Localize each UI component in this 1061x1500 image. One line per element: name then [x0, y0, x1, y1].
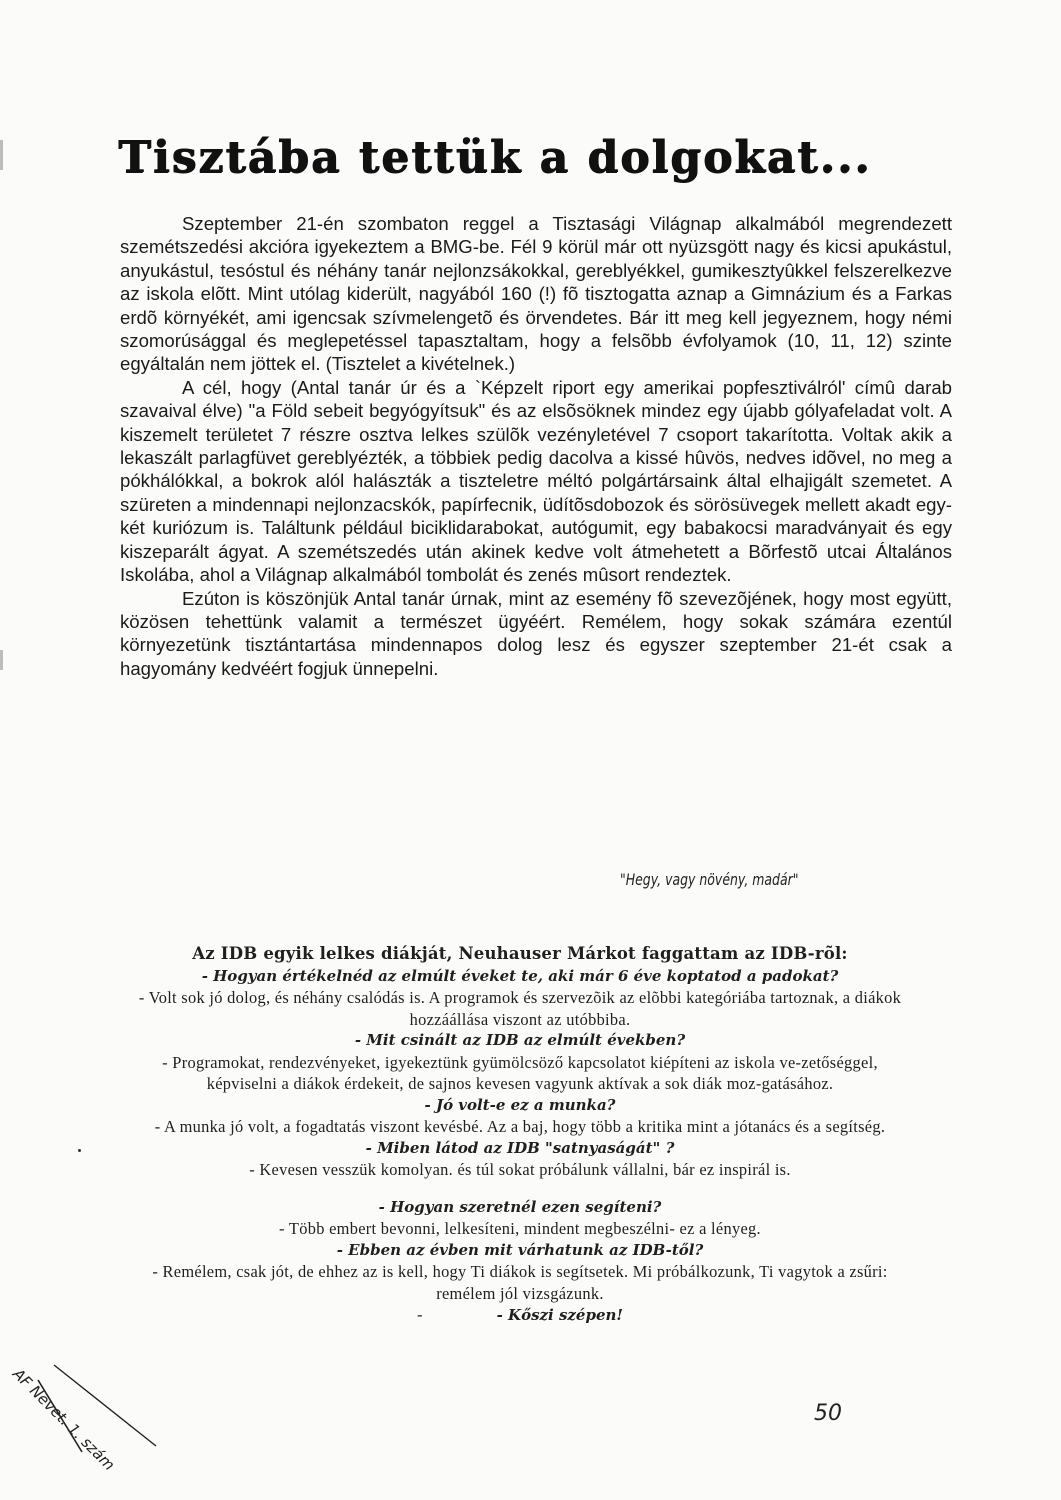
article-paragraph: Szeptember 21-én szombaton reggel a Tisztasági Világnap alkalmából megrendezett szemétszedési akcióra igyekeztem a BMG-be. Fél 9 körül már ott nyüzsgött nagy és kicsi apukástul, anyukástul, tesóstul és néhány tanár nejlonzsákokkal, gereblyékkel, gumikesztyûkkel felszerelkezve az iskola elõtt. Mint utólag kiderült, nagyából 160 (!) fõ tisztogatta aznap a Gimnázium és a Farkas erdõ környékét, ami igencsak szívmelengetõ és örvendetes. Bár itt meg kell jegyeznem, hogy némi szomorúsággal és meglepetéssel tapasztaltam, hogy a felsõbb évfolyamok (10, 11, 12) szinte egyáltalán nem jöttek el. (Tisztelet a kivételnek.): [120, 213, 952, 375]
interview-question: - Mit csinált az IDB az elmúlt években?: [354, 1031, 686, 1049]
interview-answer: - Remélem, csak jót, de ehhez az is kell, hogy Ti diákok is segítsetek. Mi próbálkozunk, Ti vagytok a zsűri: remélem jól vizsgázunk.: [152, 1262, 888, 1303]
interview-answer: - Programokat, rendezvényeket, igyekeztünk gyümölcsöző kapcsolatot kiépíteni az iskola ve-zetőséggel, képviselni a diákok érdekeit, de sajnos kevesen vagyunk aktívak a sok diák moz-gatásához.: [162, 1052, 878, 1093]
spacer: [130, 1181, 910, 1197]
interview-question: - Hogyan szeretnél ezen segíteni?: [378, 1197, 662, 1216]
interview-closing-row: [130, 1304, 910, 1327]
interview-question: - Ebben az évben mit várhatunk az IDB-től?: [336, 1240, 704, 1259]
article-signature: "Hegy, vagy növény, madár": [620, 870, 799, 889]
interview-closing: - Kőszi szépen!: [496, 1306, 623, 1324]
interview-answer: - Volt sok jó dolog, és néhány csalódás is. A programok és szervezõik az elõbbi kategóriába tartoznak, a diákok hozzáállása viszont az utóbbiba.: [138, 988, 902, 1029]
page-number: 50: [814, 1401, 842, 1426]
interview-question: - Hogyan értékelnéd az elmúlt éveket te, aki már 6 éve koptatod a padokat?: [201, 966, 839, 985]
interview-answer: - Több embert bevonni, lelkesíteni, mindent megbeszélni- ez a lényeg.: [279, 1219, 761, 1238]
interview-answer: - Kevesen vesszük komolyan. és túl sokat próbálunk vállalni, bár ez inspirál is.: [249, 1160, 791, 1179]
handwritten-margin-note: AF Nevet. 1. szám: [9, 1365, 119, 1475]
closing-dash: -: [417, 1305, 423, 1324]
article-title: Tisztába tettük a dolgokat...: [118, 132, 872, 183]
interview-question: - Miben látod az IDB "satnyaságát" ?: [365, 1138, 675, 1157]
interview-section: [130, 943, 910, 1327]
article-paragraph: A cél, hogy (Antal tanár úr és a `Képzelt riport egy amerikai popfesztiválról' címû darab szavaival élve) "a Föld sebeit begyógyítsuk" és az elsõsöknek mindez egy újabb gólyafeladat volt. A kiszemelt területet 7 részre osztva lelkes szülõk vezényletével 7 csoport takarította. Voltak akik a lekaszált parlagfüvet gereblyézték, a többiek pedig dacolva a kissé hûvös, nedves idõvel, no meg a pókhálókkal, a bokrok alól halászták a tiszteletre méltó polgártársaink által elhajigált szemetet. A szüreten a mindennapi nejlonzacskók, papírfecnik, üdítõsdobozok és sörösüvegek mellett akadt egy-két kuriózum is. Találtunk például biciklidarabokat, autógumit, egy babakocsi maradványait és egy kiszeparált ágyat. A szemétszedés után akinek kedve volt átmehetett a Bõrfestõ utcai Általános Iskolába, ahol a Világnap alkalmából tombolát és zenés mûsort rendeztek.: [120, 376, 952, 586]
scan-edge-mark: [0, 650, 3, 670]
stray-mark: [78, 1149, 81, 1152]
scan-edge-mark: [0, 140, 3, 170]
interview-heading: Az IDB egyik lelkes diákját, Neuhauser Márkot faggattam az IDB-rõl:: [192, 944, 848, 963]
interview-answer: - A munka jó volt, a fogadtatás viszont kevésbé. Az a baj, hogy több a kritika mint a jótanács és a segítség.: [154, 1117, 886, 1136]
interview-question: - Jó volt-e ez a munka?: [424, 1095, 616, 1114]
article-paragraph: Ezúton is köszönjük Antal tanár úrnak, mint az esemény fõ szevezõjének, hogy most együtt, közösen tehettünk valamit a természet ügyéért. Remélem, hogy sokak számára ezentúl környezetünk tisztántartása mindennapos dolog lesz és egyszer szeptember 21-ét csak a hagyomány kedvéért fogjuk ünnepelni.: [120, 587, 952, 679]
article-body: [120, 212, 952, 680]
